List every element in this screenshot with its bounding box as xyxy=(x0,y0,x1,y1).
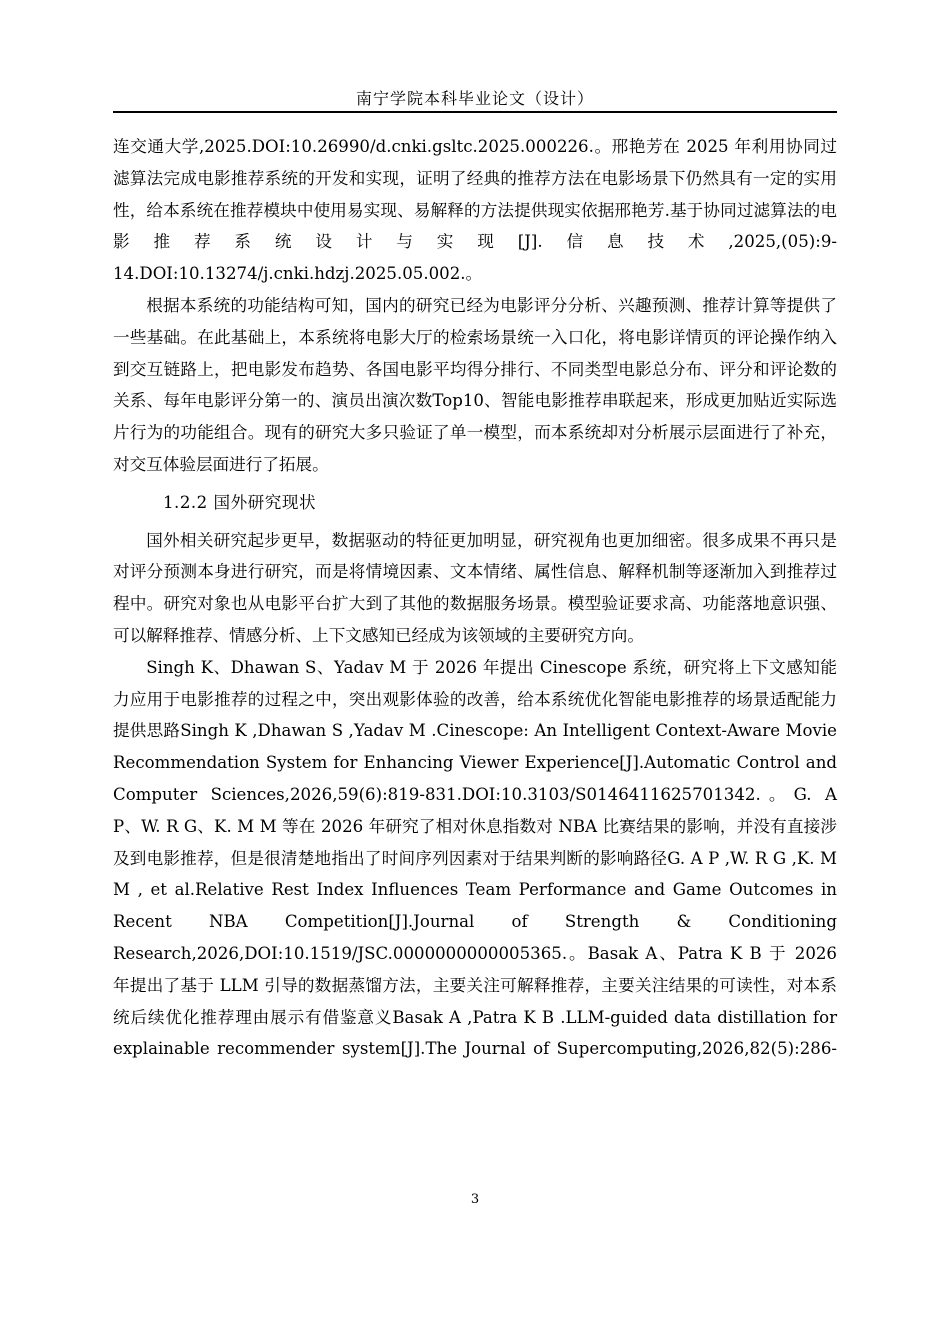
page-number: 3 xyxy=(470,1192,480,1207)
header-rule xyxy=(113,111,837,113)
paragraph-foreign-overview: 国外相关研究起步更早，数据驱动的特征更加明显，研究视角也更加细密。很多成果不再只是对评分预测本身进行研究，而是将情境因素、文本情绪、属性信息、解释机制等逐渐加入到推荐过程中。研究对象也从电影平台扩大到了其他的数据服务场景。模型验证要求高、功能落地意识强、可以解释推荐、情感分析、上下文感知已经成为该领域的主要研究方向。 xyxy=(113,530,837,645)
body-text xyxy=(113,131,837,1065)
paragraph-domestic-summary: 根据本系统的功能结构可知，国内的研究已经为电影评分分析、兴趣预测、推荐计算等提供了一些基础。在此基础上，本系统将电影大厅的检索场景统一入口化，将电影详情页的评论操作纳入到交互链路上，把电影发布趋势、各国电影平均得分排行、不同类型电影总分布、评分和评论数的关系、每年电影评分第一的、演员出演次数Top10、智能电影推荐串联起来，形成更加贴近实际选片行为的功能组合。现有的研究大多只验证了单一模型，而本系统却对分析展示层面进行了补充，对交互体验层面进行了拓展。 xyxy=(113,295,837,474)
page-header-title: 南宁学院本科毕业论文（设计） xyxy=(355,89,594,108)
paragraph-foreign-references: Singh K、Dhawan S、Yadav M 于 2026 年提出 Cinescope 系统，研究将上下文感知能力应用于电影推荐的过程之中，突出观影体验的改善，给本系统优化智能电影推荐的场景适配能力提供思路Singh K ,Dhawan S ,Yadav M .Cinescope: An Intelligent Context-Aware Movie Recommendation System for Enhancing Viewer Experience[J].Automatic Control and Computer Sciences,2026,59(6):819-831.DOI:10.3103/S0146411625701342.。G. A P、W. R G、K. M M 等在 2026 年研究了相对休息指数对 NBA 比赛结果的影响，并没有直接涉及到电影推荐，但是很清楚地指出了时间序列因素对于结果判断的影响路径G. A P ,W. R G ,K. M M , et al.Relative Rest Index Influences Team Performance and Game Outcomes in Recent NBA Competition[J].Journal of Strength & Conditioning Research,2026,DOI:10.1519/JSC.0000000000005365.。Basak A、Patra K B 于 2026 年提出了基于 LLM 引导的数据蒸馏方法，主要关注可解释推荐，主要关注结果的可读性，对本系统后续优化推荐理由展示有借鉴意义Basak A ,Patra K B .LLM-guided data distillation for explainable recommender system[J].The Journal of Supercomputing,2026,82(5):286- xyxy=(113,657,837,1059)
paragraph-continuation: 连交通大学,2025.DOI:10.26990/d.cnki.gsltc.2025.000226.。邢艳芳在 2025 年利用协同过滤算法完成电影推荐系统的开发和实现，证明了经典的推荐方法在电影场景下仍然具有一定的实用性，给本系统在推荐模块中使用易实现、易解释的方法提供现实依据邢艳芳.基于协同过滤算法的电影推荐系统设计与实现[J].信息技术,2025,(05):9-14.DOI:10.13274/j.cnki.hdzj.2025.05.002.。 xyxy=(113,137,837,284)
section-heading-1-2-2: 1.2.2 国外研究现状 xyxy=(163,492,317,512)
